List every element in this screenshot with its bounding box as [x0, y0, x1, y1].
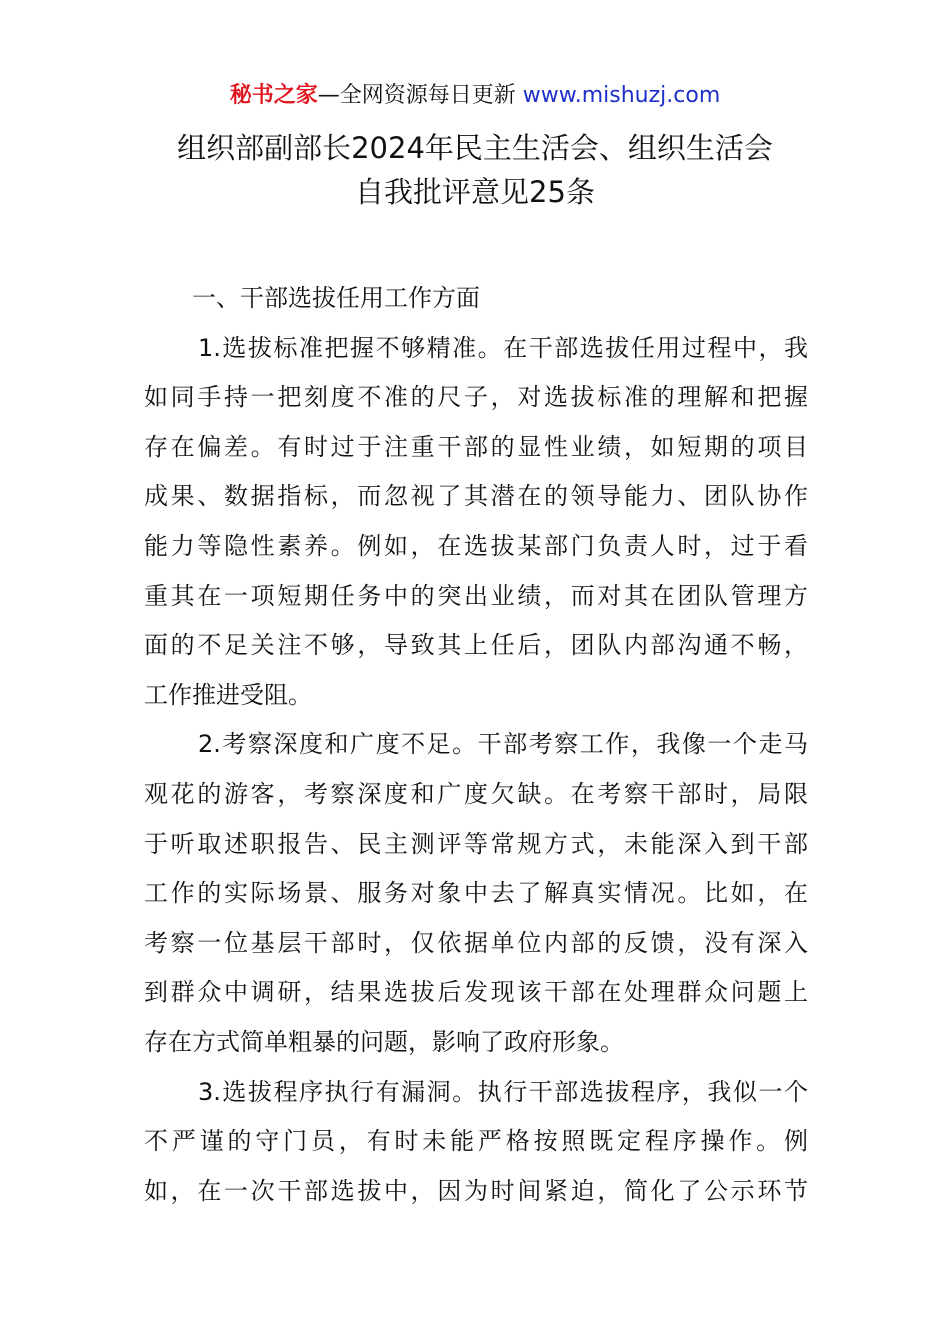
paragraph-line: 不严谨的守门员，有时未能严格按照既定程序操作。例 [144, 1127, 808, 1156]
paragraph-line: 能力等隐性素养。例如，在选拔某部门负责人时，过于看 [144, 531, 808, 560]
site-header [0, 80, 950, 112]
document-title [0, 126, 950, 214]
paragraph-line: 考察一位基层干部时，仅依据单位内部的反馈，没有深入 [144, 928, 808, 957]
section-heading: 一、干部选拔任用工作方面 [192, 284, 480, 312]
paragraph-line: 重其在一项短期任务中的突出业绩，而对其在团队管理方 [144, 581, 808, 610]
site-url-link[interactable]: www.mishuzj.com [522, 83, 721, 108]
paragraph-line: 3.选拔程序执行有漏洞。执行干部选拔程序，我似一个 [198, 1077, 808, 1106]
paragraph-line: 如，在一次干部选拔中，因为时间紧迫，简化了公示环节 [144, 1176, 808, 1205]
paragraph-1 [144, 324, 808, 721]
paragraph-line: 面的不足关注不够，导致其上任后，团队内部沟通不畅， [144, 631, 808, 660]
paragraph-3 [144, 1068, 808, 1217]
paragraph-line: 工作推进受阻。 [144, 680, 312, 709]
paragraph-line: 存在偏差。有时过于注重干部的显性业绩，如短期的项目 [144, 432, 808, 461]
paragraph-2 [144, 720, 808, 1067]
paragraph-line: 工作的实际场景、服务对象中去了解真实情况。比如，在 [144, 879, 808, 908]
header-tagline: —全网资源每日更新 [317, 83, 516, 108]
paragraph-line: 如同手持一把刻度不准的尺子，对选拔标准的理解和把握 [144, 383, 808, 412]
paragraph-line: 到群众中调研，结果选拔后发现该干部在处理群众问题上 [144, 978, 808, 1007]
paragraph-line: 观花的游客，考察深度和广度欠缺。在考察干部时，局限 [144, 779, 808, 808]
paragraph-line: 2.考察深度和广度不足。干部考察工作，我像一个走马 [198, 730, 808, 759]
paragraph-line: 成果、数据指标，而忽视了其潜在的领导能力、团队协作 [144, 482, 808, 511]
paragraph-line: 于听取述职报告、民主测评等常规方式，未能深入到干部 [144, 829, 808, 858]
brand-name: 秘书之家 [229, 83, 318, 108]
title-line-2: 自我批评意见25条 [355, 175, 595, 209]
title-line-1: 组织部副部长2024年民主生活会、组织生活会 [177, 131, 773, 165]
document-body [144, 274, 808, 1216]
paragraph-line: 存在方式简单粗暴的问题，影响了政府形象。 [144, 1027, 624, 1056]
paragraph-line: 1.选拔标准把握不够精准。在干部选拔任用过程中，我 [198, 333, 808, 362]
